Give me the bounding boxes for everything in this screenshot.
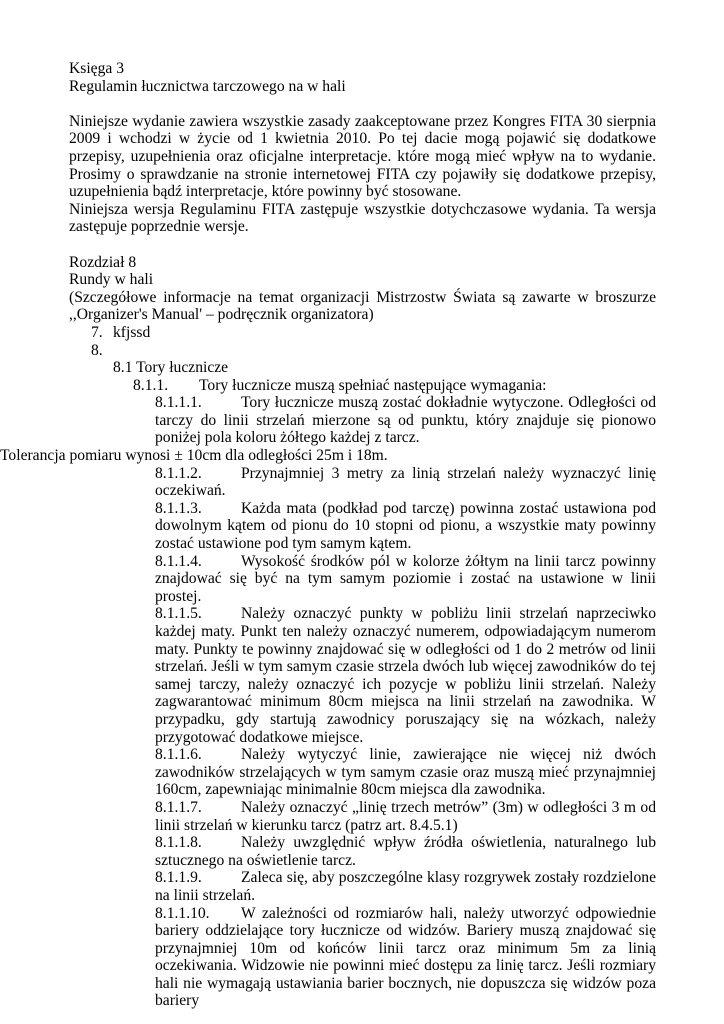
section-title: 8.1 Tory łucznicze xyxy=(113,359,229,377)
numbered-list xyxy=(69,324,656,359)
list-item: 8.1.1.5. Należy oznaczyć punkty w pobliżu linii strzelań naprzeciwko każdej maty. Punkt ten należy oznaczyć numerem, odpowiadającym numerom maty. Punkty te powinny znajdować się w odległości od 1 do 2 metrów od linii strzelań. Jeśli w tym samym czasie strzela dwóch lub więcej zawodników do tej samej tarczy, należy oznaczyć ich pozycje w pobliżu linii strzelań. Należy zagwarantować minimum 80cm miejsca na linii strzelań na zawodnika. W przypadku, gdy startują zawodnicy poruszający się na wózkach, należy przygotować dodatkowe miejsce. xyxy=(155,605,656,746)
list-item: 8.1.1.3. Każda mata (podkład pod tarczę) powinna zostać ustawiona pod dowolnym kątem od pionu do 10 stopni od pionu, a wszystkie maty powinny zostać ustawione pod tym samym kątem. xyxy=(155,499,656,553)
list-item: 8. xyxy=(91,341,103,359)
list-item: 8.1.1.10. W zależności od rozmiarów hali, należy utworzyć odpowiednie bariery oddzielające tory łucznicze od widzów. Bariery muszą znajdować się przynajmniej 10m od końców linii tarcz oraz minimum 5m za linią oczekiwania. Widzowie nie powinni mieć dostępu za linię tarcz. Jeśli rozmiary hali nie wymagają ustawiania barier bocznych, nie dopuszcza się widzów poza bariery xyxy=(155,904,656,1010)
list-item: 8.1.1.6. Należy wytyczyć linie, zawierające nie więcej niż dwóch zawodników strzelających w tym samym czasie oraz muszą mieć przynajmniej 160cm, zapewniając minimalnie 80cm miejsca dla zawodnika. xyxy=(155,746,656,799)
list-item: 8.1.1.1. Tory łucznicze muszą zostać dokładnie wytyczone. Odległości od tarczy do linii strzelań mierzone są od punktu, który znajduje się pionowo poniżej pola koloru żółtego każdej z tarcz. xyxy=(155,394,656,447)
intro-paragraph-2: Niniejsza wersja Regulaminu FITA zastępuje wszystkie dotychczasowe wydania. Ta wersja zastępuje poprzednie wersje. xyxy=(69,200,656,236)
chapter-subheading: Rundy w hali xyxy=(69,271,154,289)
subsection-line: 8.1.1. Tory łucznicze muszą spełniać następujące wymagania: xyxy=(133,376,547,394)
list-item: 8.1.1.4. Wysokość środków pól w kolorze żółtym na linii tarcz powinny znajdować się być na tym samym poziomie i zostać na ustawione w linii prostej. xyxy=(155,552,656,605)
list-item: 8.1.1.2. Przynajmniej 3 metry za linią strzelań należy wyznaczyć linię oczekiwań. xyxy=(155,464,656,500)
list-item: 8.1.1.7. Należy oznaczyć „linię trzech metrów” (3m) w odległości 3 m od linii strzelań w kierunku tarcz (patrz art. 8.4.5.1) xyxy=(155,798,656,834)
list-item: 8.1.1.8. Należy uwzględnić wpływ źródła oświetlenia, naturalnego lub sztucznego na oświetlenie tarcz. xyxy=(155,834,656,869)
tolerance-note: Tolerancja pomiaru wynosi ± 10cm dla odległości 25m i 18m. xyxy=(0,447,388,465)
list-item: 8.1.1.9. Zaleca się, aby poszczególne klasy rozgrywek zostały rozdzielone na linii strzelań. xyxy=(155,869,656,904)
book-subtitle: Regulamin łucznictwa tarczowego na w hali xyxy=(69,77,346,95)
intro-paragraph: Niniejsze wydanie zawiera wszystkie zasady zaakceptowane przez Kongres FITA 30 sierpnia 2009 i wchodzi w życie od 1 kwietnia 2010. Po tej dacie mogą pojawić się dodatkowe przepisy, uzupełnienia oraz oficjalne interpretacje. które mogą mieć wpływ na to wydanie. Prosimy o sprawdzanie na stronie internetowej FITA czy pojawiły się dodatkowe przepisy, uzupełnienia bądź interpretacje, które powinny być stosowane. xyxy=(69,112,656,201)
chapter-heading: Rozdział 8 xyxy=(69,253,137,271)
book-title: Księga 3 xyxy=(69,60,124,77)
document-page xyxy=(0,60,656,1010)
list-item: 7. kfjssd xyxy=(91,323,151,341)
chapter-note: (Szczegółowe informacje na temat organizacji Mistrzostw Świata są zawarte w broszurze ,,Organizer's Manual' – podręcznik organizatora) xyxy=(69,288,656,324)
